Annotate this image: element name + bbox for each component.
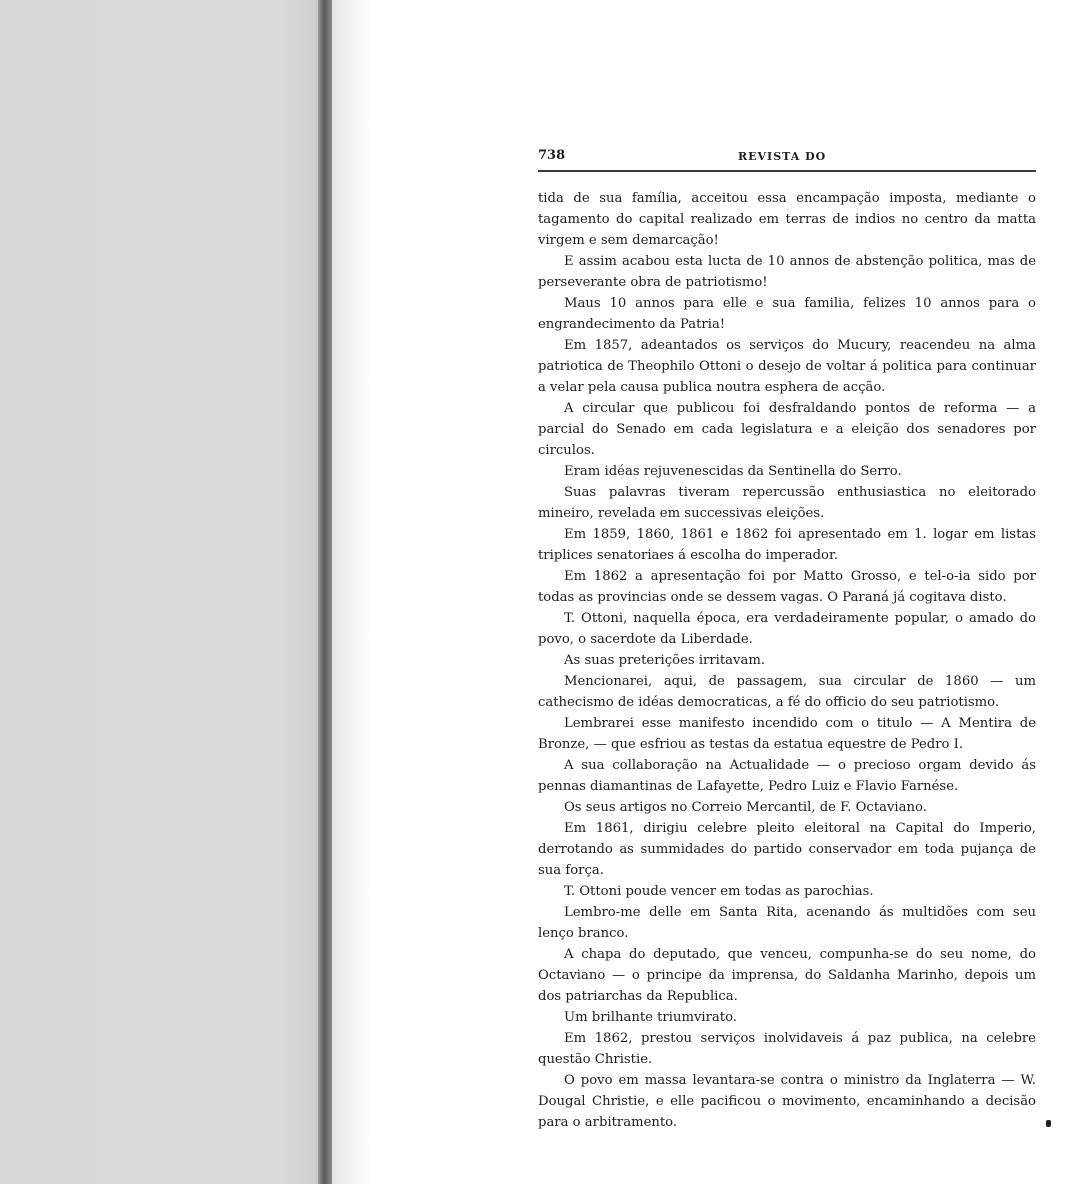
paragraph: Lembrarei esse manifesto incendido com o titulo — A Mentira de Bronze, — que esfriou as testas da estatua equestre de Pedro I. xyxy=(538,716,1036,752)
paragraph: Em 1857, adeantados os serviços do Mucury, reacendeu na alma patriotica de Theophilo Ottoni o desejo de voltar á politica para continuar a velar pela causa publica noutra esphera de acção. xyxy=(538,338,1036,395)
paragraph: Mencionarei, aqui, de passagem, sua circular de 1860 — um cathecismo de idéas democraticas, a fé do officio do seu patriotismo. xyxy=(538,674,1036,710)
page-gutter-fade xyxy=(332,0,372,1184)
page-number: 738 xyxy=(538,148,566,163)
running-title: REVISTA DO xyxy=(738,150,827,163)
paragraph: Em 1862 a apresentação foi por Matto Grosso, e tel-o-ia sido por todas as provincias onde se dessem vagas. O Paraná já cogitava disto. xyxy=(538,569,1036,605)
body-text xyxy=(538,188,1036,1133)
paragraph: As suas preterições irritavam. xyxy=(564,653,766,668)
paragraph: Eram idéas rejuvenescidas da Sentinella do Serro. xyxy=(564,464,902,479)
paragraph: O povo em massa levantara-se contra o ministro da Inglaterra — W. Dougal Christie, e elle pacificou o movimento, encaminhando a decisão para o arbitramento. xyxy=(538,1073,1036,1130)
paragraph: Maus 10 annos para elle e sua familia, felizes 10 annos para o engrandecimento da Patria! xyxy=(538,296,1036,332)
page-gutter-shadow xyxy=(0,0,330,1184)
header-rule xyxy=(538,170,1036,172)
paragraph: Lembro-me delle em Santa Rita, acenando ás multidões com seu lenço branco. xyxy=(538,905,1036,941)
paragraph: A circular que publicou foi desfraldando pontos de reforma — a parcial do Senado em cada legislatura e a eleição dos senadores por circulos. xyxy=(538,401,1036,458)
paragraph: Em 1861, dirigiu celebre pleito eleitoral na Capital do Imperio, derrotando as summidades do partido conservador em toda pujança de sua força. xyxy=(538,821,1036,878)
paragraph: Suas palavras tiveram repercussão enthusiastica no eleitorado mineiro, revelada em successivas eleições. xyxy=(538,485,1036,521)
paragraph: Um brilhante triumvirato. xyxy=(564,1010,737,1025)
paragraph: A chapa do deputado, que venceu, compunha-se do seu nome, do Octaviano — o principe da imprensa, do Saldanha Marinho, depois um dos patriarchas da Republica. xyxy=(538,947,1036,1004)
paragraph: T. Ottoni poude vencer em todas as parochias. xyxy=(564,884,874,899)
book-spine-edge xyxy=(318,0,332,1184)
paragraph: Os seus artigos no Correio Mercantil, de F. Octaviano. xyxy=(564,800,927,815)
paragraph: T. Ottoni, naquella época, era verdadeiramente popular, o amado do povo, o sacerdote da Liberdade. xyxy=(538,611,1036,647)
ink-speck xyxy=(1046,1120,1051,1127)
paragraph: E assim acabou esta lucta de 10 annos de abstenção politica, mas de perseverante obra de patriotismo! xyxy=(538,254,1036,290)
paragraph: Em 1859, 1860, 1861 e 1862 foi apresentado em 1. logar em listas triplices senatoriaes á escolha do imperador. xyxy=(538,527,1036,563)
paragraph: A sua collaboração na Actualidade — o precioso orgam devido ás pennas diamantinas de Lafayette, Pedro Luiz e Flavio Farnése. xyxy=(538,758,1036,794)
paragraph: Em 1862, prestou serviços inolvidaveis á paz publica, na celebre questão Christie. xyxy=(538,1031,1036,1067)
paragraph: tida de sua família, acceitou essa encampação imposta, mediante o tagamento do capital realizado em terras de indios no centro da matta virgem e sem demarcação! xyxy=(538,191,1036,248)
